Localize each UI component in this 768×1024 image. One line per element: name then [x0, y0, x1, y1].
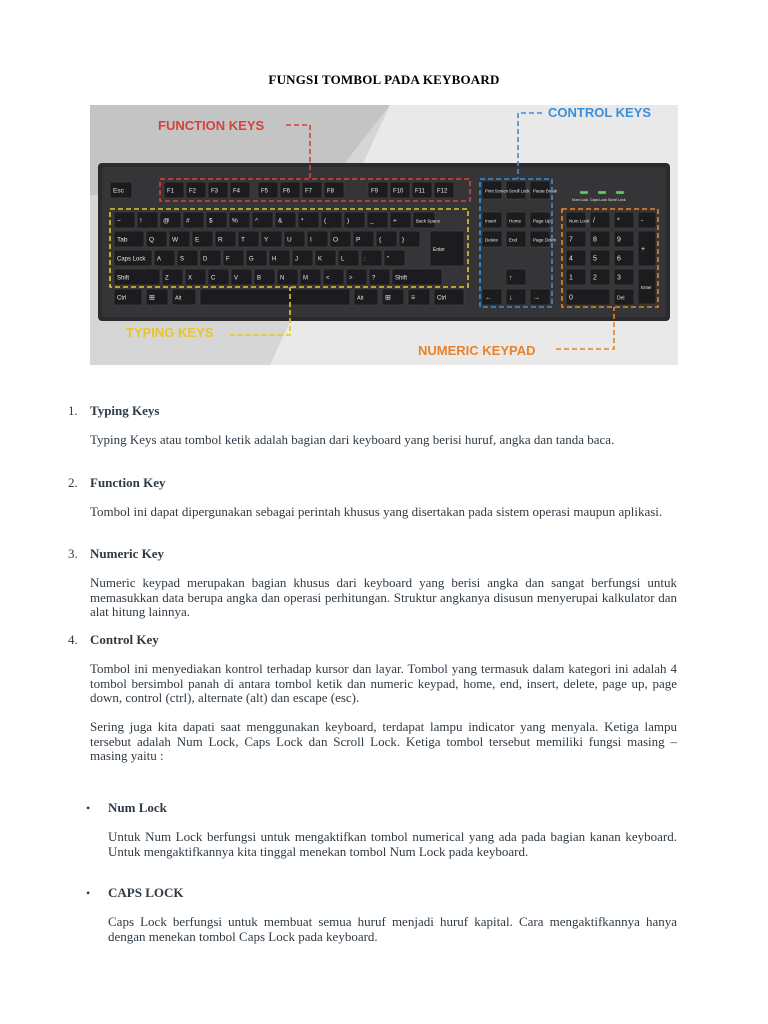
list-number: 1. — [68, 403, 78, 418]
numeric-keypad-label: NUMERIC KEYPAD — [418, 343, 536, 358]
key-label: ? — [372, 275, 376, 282]
key-label: C — [211, 275, 216, 282]
key-label: Alt — [357, 295, 364, 302]
key-label: F1 — [167, 188, 175, 195]
key-label: R — [218, 236, 223, 244]
key-label: Ctrl — [117, 295, 127, 302]
key-label: F12 — [437, 188, 448, 195]
bullet-heading: CAPS LOCK — [108, 885, 184, 900]
key-label: ⊞ — [149, 294, 155, 302]
key-label: G — [249, 256, 254, 263]
key-label: F — [226, 256, 230, 263]
key-label: ← — [485, 294, 492, 302]
key-label: 7 — [569, 236, 573, 244]
key-label: T — [241, 236, 245, 244]
key-label: 5 — [593, 255, 597, 263]
key-label: F8 — [327, 188, 335, 195]
key-label: 6 — [617, 255, 621, 263]
key-label: ↑ — [509, 274, 513, 282]
key-label: < — [326, 275, 330, 282]
key-label: Esc — [113, 187, 124, 195]
key-label: Print Screen — [485, 188, 509, 194]
key-label: F5 — [261, 188, 269, 195]
key-label: Pause Break — [533, 188, 557, 194]
key-label: " — [387, 256, 390, 263]
section-heading: Numeric Key — [90, 546, 165, 561]
key-label: - — [641, 217, 644, 225]
bullet-heading: Num Lock — [108, 800, 167, 815]
key-label: F2 — [189, 188, 197, 195]
key-label: 8 — [593, 236, 597, 244]
key-label: Home — [509, 218, 522, 224]
key-label: I — [310, 236, 312, 244]
key-label: L — [341, 256, 345, 263]
intro-paragraph: Sering juga kita dapati saat menggunakan keyboard, terdapat lampu indicator yang menyala. Ketiga lampu tersebut adalah Num Lock, Caps Lock dan Scroll Lock. Ketiga tombol tersebut memiliki fungsi masing – masing yaitu : — [90, 719, 677, 764]
key-label: A — [157, 256, 162, 263]
key-label: Shift — [117, 275, 130, 282]
key-label: _ — [370, 217, 374, 225]
bullet-text: Caps Lock berfungsi untuk membuat semua huruf menjadi huruf kapital. Cara mengaktifkannya hanya dengan menekan tombol Caps Lock pada keyboard. — [108, 914, 677, 944]
indicator-label: Scroll Lock — [608, 198, 626, 202]
key-label: Back Space — [416, 218, 441, 224]
key-label: S — [180, 256, 185, 263]
page-title: FUNGSI TOMBOL PADA KEYBOARD — [268, 72, 500, 87]
key-label: > — [349, 275, 353, 282]
key-label: * — [301, 217, 304, 225]
key-label: Del — [617, 295, 625, 302]
key-label: P — [356, 236, 361, 244]
key-label: F9 — [371, 188, 379, 195]
key-label: B — [257, 275, 262, 282]
key-label: O — [333, 236, 339, 244]
function-keys-label: FUNCTION KEYS — [158, 118, 265, 133]
bullet-symbol: • — [86, 801, 91, 815]
key-label: / — [593, 217, 595, 225]
key-label: J — [295, 256, 298, 263]
key-label: % — [232, 217, 238, 225]
indicator-label: Caps Lock — [590, 198, 607, 202]
key-label: Shift — [395, 275, 408, 282]
indicator-led — [616, 191, 624, 194]
key-label: + — [393, 217, 397, 225]
key-label: V — [234, 275, 239, 282]
section-text: Tombol ini dapat dipergunakan sebagai perintah khusus yang disertakan pada sistem operasi maupun aplikasi. — [90, 504, 663, 519]
key-label: D — [203, 256, 208, 263]
key-label: @ — [163, 217, 170, 225]
key-label: Delete — [485, 237, 499, 243]
key-label: W — [172, 236, 179, 244]
key-label: ↓ — [509, 294, 513, 302]
section-heading: Typing Keys — [90, 403, 160, 418]
key-label: { — [379, 236, 382, 244]
key-label: E — [195, 236, 200, 244]
section-text: Numeric keypad merupakan bagian khusus dari keyboard yang berisi angka dan sangat berfungsi untuk memasukkan data berupa angka dan operasi perhitungan. Struktur angkanya disusun menyerupai kalkulator dan alat hitung lainnya. — [90, 575, 677, 620]
key-label: U — [287, 236, 292, 244]
key-label: F10 — [393, 188, 404, 195]
key-label: ≡ — [411, 294, 416, 302]
section-heading: Function Key — [90, 475, 166, 490]
key-label: ⊞ — [385, 294, 391, 302]
key-label: Page Up — [533, 218, 551, 224]
key-label: F7 — [305, 188, 313, 195]
list-number: 3. — [68, 546, 78, 561]
key-label: Enter — [433, 247, 445, 253]
key-label: & — [278, 217, 283, 225]
control-keys-label: CONTROL KEYS — [548, 105, 652, 120]
key-label: Enter — [641, 285, 652, 290]
section-heading: Control Key — [90, 632, 159, 647]
key-label: F4 — [233, 188, 241, 195]
key-label: Caps Lock — [117, 256, 146, 263]
key-label: : — [364, 256, 366, 263]
indicator-led — [580, 191, 588, 194]
key-label: ( — [324, 217, 327, 225]
list-number: 4. — [68, 632, 78, 647]
key-label: # — [186, 217, 190, 225]
key-label: 3 — [617, 274, 621, 282]
key-label: End — [509, 237, 518, 243]
key-label: 1 — [569, 274, 573, 282]
key-label: Tab — [117, 236, 128, 244]
key-label: F11 — [415, 188, 425, 195]
key-label: → — [533, 294, 540, 302]
key-label: Page Down — [533, 237, 557, 243]
key-label: K — [318, 256, 323, 263]
list-number: 2. — [68, 475, 78, 490]
key-label: Ctrl — [437, 295, 447, 302]
indicator-led — [598, 191, 606, 194]
typing-keys-label: TYPING KEYS — [126, 325, 214, 340]
key-label: 0 — [569, 294, 573, 302]
key-label: ) — [347, 217, 350, 225]
key-label: H — [272, 256, 277, 263]
key-label: Y — [264, 236, 269, 244]
key-label: X — [188, 275, 193, 282]
section-text: Tombol ini menyediakan kontrol terhadap kursor dan layar. Tombol yang termasuk dalam kategori ini adalah 4 tombol bersimbol panah di antara tombol ketik dan numeric keypad, home, end, insert, delete, page up, page down, control (ctrl), alternate (alt) dan escape (esc). — [90, 661, 677, 706]
key — [200, 289, 350, 305]
key-label: * — [617, 217, 620, 225]
key-label: ! — [140, 217, 142, 225]
key-label: F6 — [283, 188, 291, 195]
keyboard-diagram — [90, 105, 678, 365]
key-label: } — [402, 236, 405, 244]
key-label: ^ — [255, 217, 259, 225]
key-label: + — [641, 246, 646, 253]
bullet-text: Untuk Num Lock berfungsi untuk mengaktifkan tombol numerical yang ada pada bagian kanan keyboard. Untuk mengaktifkannya kita tinggal menekan tombol Num Lock pada keyboard. — [108, 829, 677, 859]
key-label: ~ — [117, 217, 121, 225]
key-label: $ — [209, 217, 213, 225]
key-label: Q — [149, 236, 155, 244]
key-label: F3 — [211, 188, 219, 195]
section-text: Typing Keys atau tombol ketik adalah bagian dari keyboard yang berisi huruf, angka dan tanda baca. — [90, 432, 615, 447]
key-label: Z — [165, 275, 169, 282]
key-label: Num Lock — [569, 218, 590, 224]
indicator-label: Num Lock — [572, 198, 589, 202]
key-label: Alt — [175, 295, 182, 302]
bullet-symbol: • — [86, 886, 91, 900]
key-label: 2 — [593, 274, 597, 282]
key-label: Insert — [485, 218, 497, 224]
key-label: M — [303, 275, 308, 282]
key-label: 4 — [569, 255, 573, 263]
key-label: Scroll Lock — [509, 188, 530, 194]
key-label: 9 — [617, 236, 621, 244]
key-label: N — [280, 275, 285, 282]
